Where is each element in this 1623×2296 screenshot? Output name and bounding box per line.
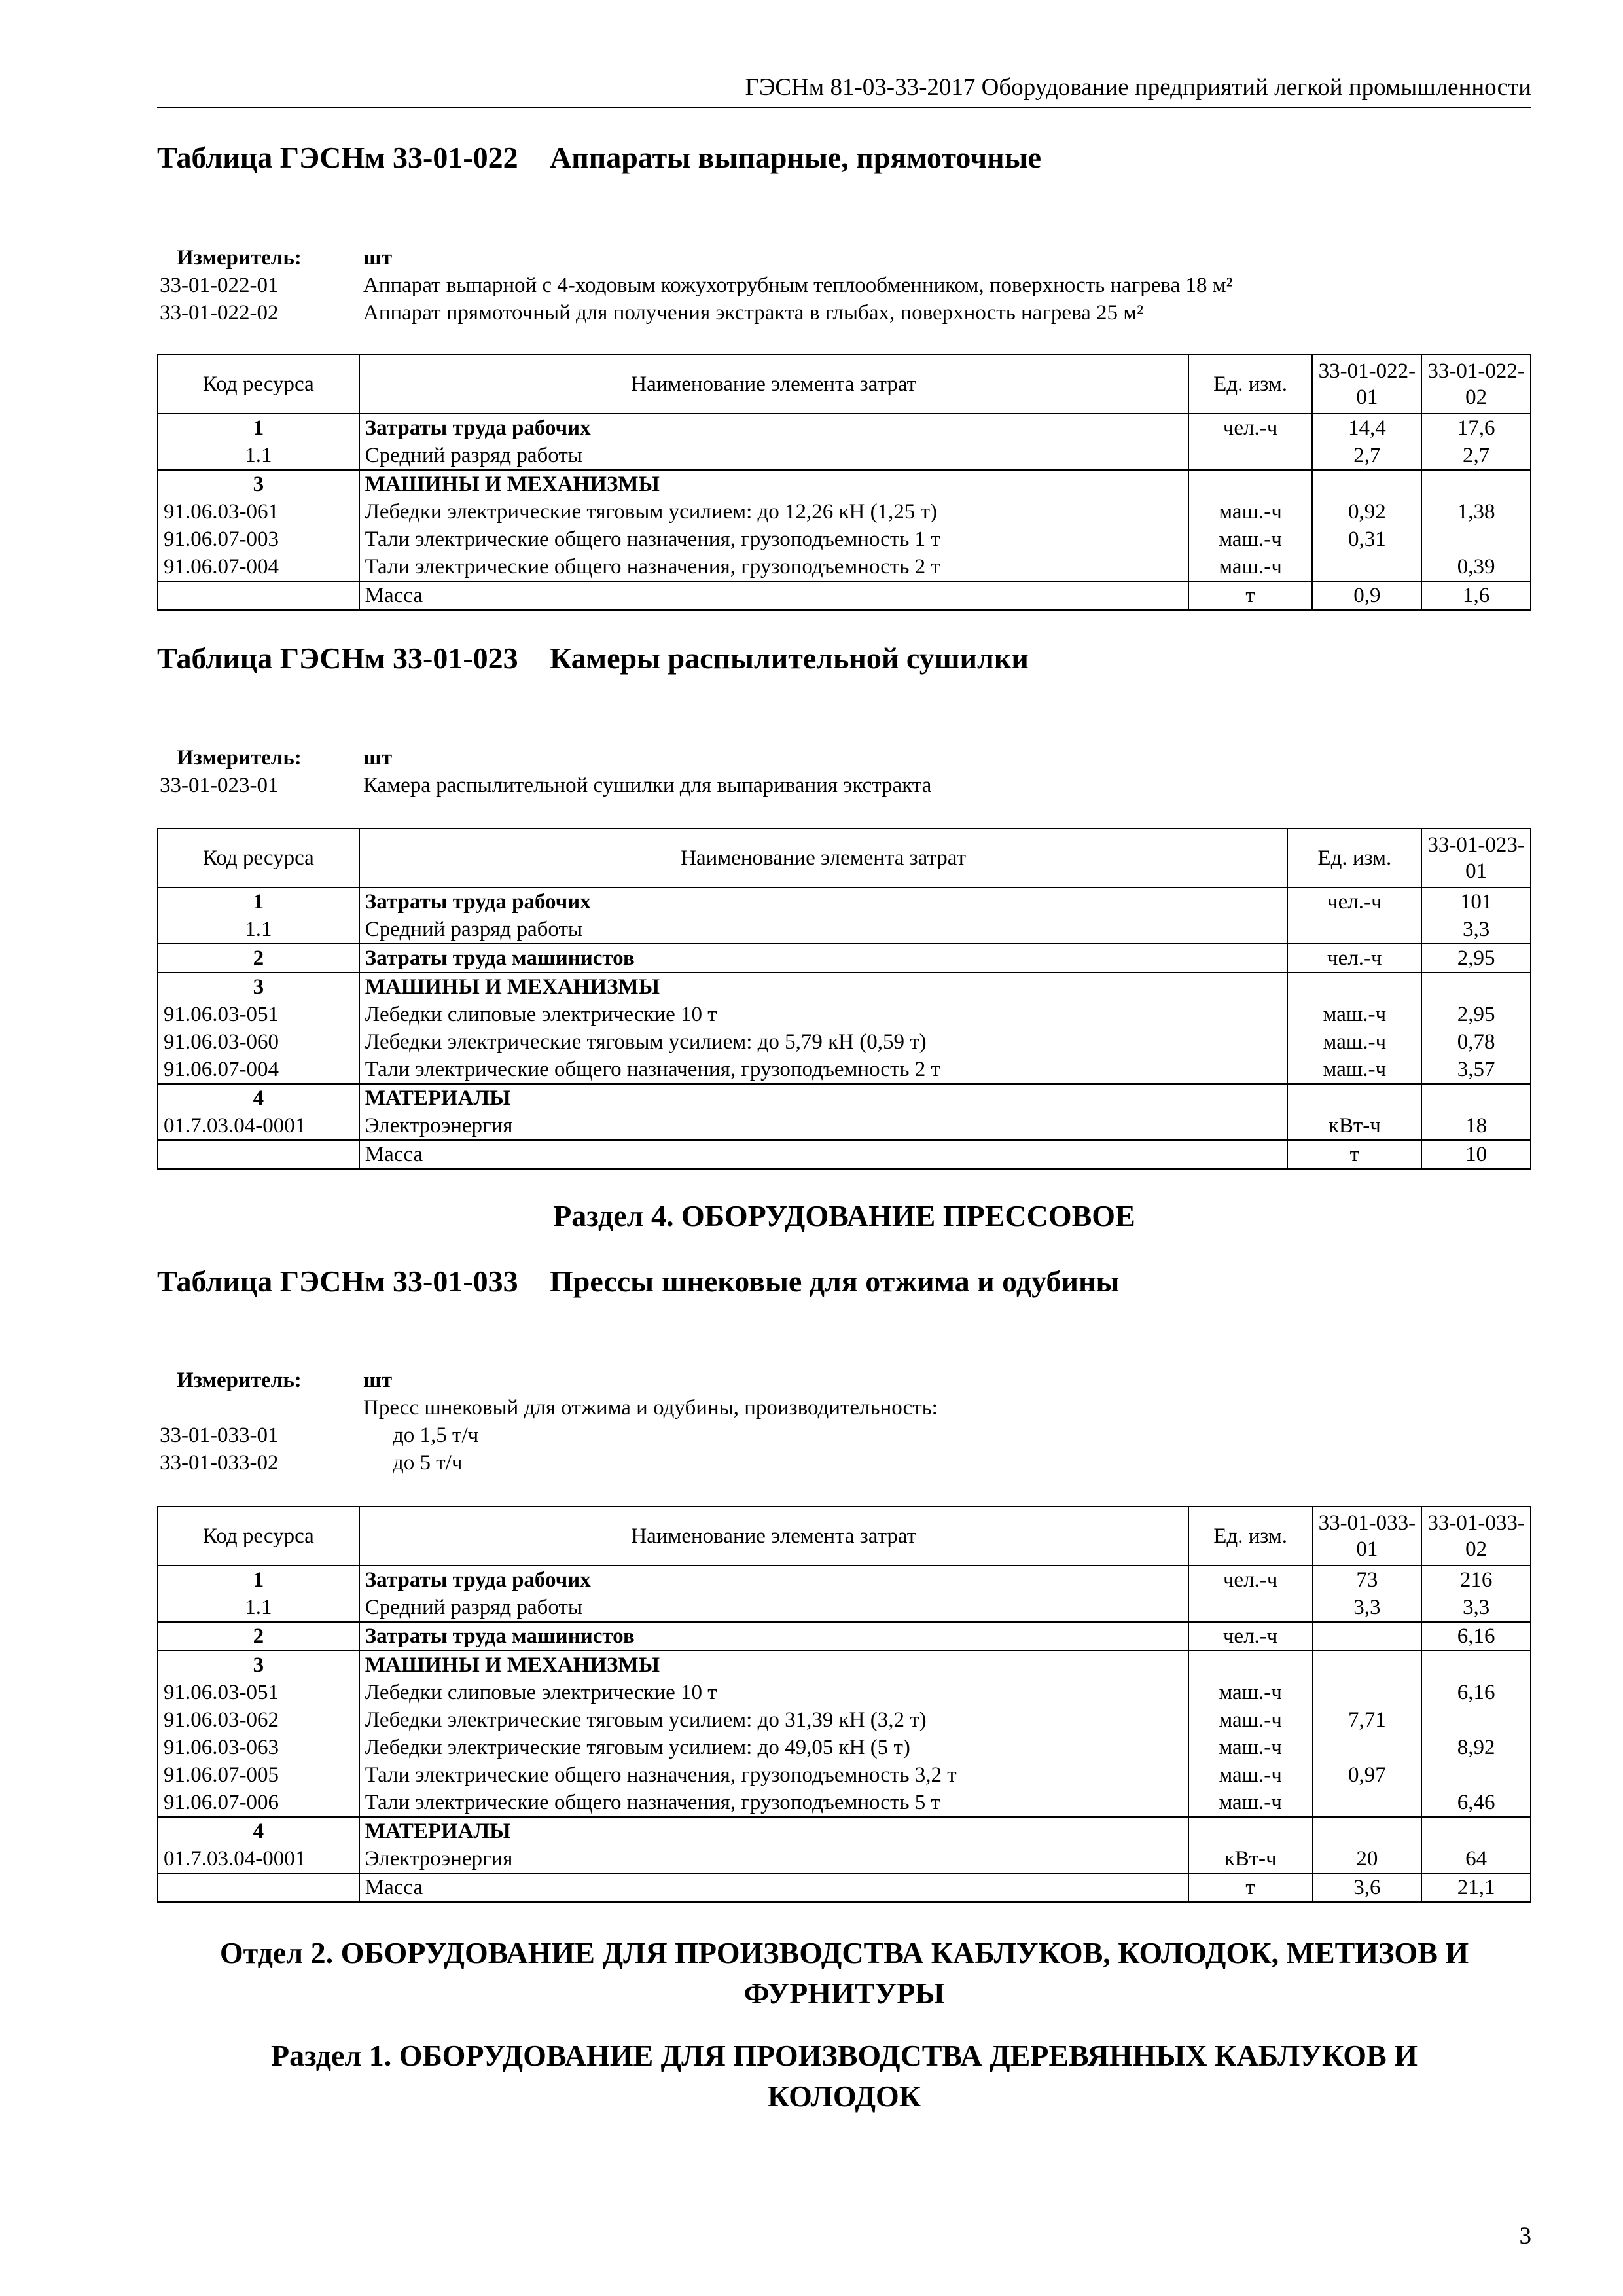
unit: маш.-ч: [1188, 498, 1313, 526]
unit: кВт-ч: [1287, 1112, 1421, 1140]
norm-value: [1313, 1679, 1422, 1706]
norm-value: [1421, 1706, 1531, 1734]
table-row: [158, 1817, 1531, 1845]
resource-code: 1: [158, 414, 359, 442]
cost-element-name: Лебедки электрические тяговым усилием: до 12,26 кН (1,25 т): [359, 498, 1188, 526]
norm-value: 17,6: [1421, 414, 1531, 442]
resource-code: 91.06.03-063: [158, 1734, 359, 1761]
resource-code: 2: [158, 1622, 359, 1651]
norm-value: 73: [1313, 1566, 1422, 1594]
cost-element-name: МАШИНЫ И МЕХАНИЗМЫ: [359, 973, 1288, 1001]
resource-code: 4: [158, 1817, 359, 1845]
col-header-value: 33-01-033-02: [1421, 1507, 1531, 1566]
cost-element-name: МАШИНЫ И МЕХАНИЗМЫ: [359, 470, 1188, 498]
resource-code: 1.1: [158, 442, 359, 470]
table-row: [158, 526, 1531, 553]
norm-value: [1421, 1817, 1531, 1845]
norm-value: 2,7: [1421, 442, 1531, 470]
norm-value: 0,39: [1421, 553, 1531, 581]
cost-element-name: Масса: [359, 1873, 1188, 1902]
table-row: [158, 442, 1531, 470]
table-row: [158, 1622, 1531, 1651]
table-row: [158, 1734, 1531, 1761]
table-row: [158, 1056, 1531, 1084]
meter-value: шт: [363, 1369, 393, 1392]
resource-code: 91.06.03-062: [158, 1706, 359, 1734]
table-row: [158, 1028, 1531, 1056]
unit: маш.-ч: [1188, 553, 1313, 581]
norm-value: 101: [1421, 888, 1531, 916]
norm-value: [1312, 470, 1421, 498]
resource-code: 1: [158, 888, 359, 916]
cost-element-name: Лебедки электрические тяговым усилием: до 49,05 кН (5 т): [359, 1734, 1188, 1761]
unit: т: [1188, 1873, 1313, 1902]
resource-code: 91.06.03-051: [158, 1001, 359, 1028]
header-row: [158, 1507, 1531, 1566]
table-title-code: Таблица ГЭСНм 33-01-033: [157, 1265, 518, 1298]
col-header-unit: Ед. изм.: [1188, 1507, 1313, 1566]
col-header-value: 33-01-022-01: [1312, 355, 1421, 414]
table-row: [158, 1001, 1531, 1028]
unit: [1188, 1817, 1313, 1845]
section-heading: Раздел 4. ОБОРУДОВАНИЕ ПРЕССОВОЕ: [553, 1199, 1135, 1232]
unit: маш.-ч: [1188, 1734, 1313, 1761]
col-header-name: Наименование элемента затрат: [359, 1507, 1188, 1566]
unit: чел.-ч: [1287, 944, 1421, 973]
resource-code: 91.06.07-004: [158, 553, 359, 581]
norm-value: [1421, 1761, 1531, 1789]
unit: [1287, 1084, 1421, 1112]
table-row: [158, 414, 1531, 442]
resource-code: [158, 1873, 359, 1902]
norm-value: 7,71: [1313, 1706, 1422, 1734]
item-text: Пресс шнековый для отжима и одубины, производительность:: [363, 1396, 938, 1420]
item-text: Аппарат прямоточный для получения экстракта в глыбах, поверхность нагрева 25 м²: [363, 301, 1144, 325]
table-title-name: Камеры распылительной сушилки: [550, 641, 1029, 675]
cost-element-name: Лебедки электрические тяговым усилием: до 31,39 кН (3,2 т): [359, 1706, 1188, 1734]
cost-element-name: Электроэнергия: [359, 1845, 1188, 1873]
norm-value: 6,16: [1421, 1679, 1531, 1706]
header-row: [158, 829, 1531, 888]
norm-value: 2,95: [1421, 944, 1531, 973]
unit: чел.-ч: [1188, 414, 1313, 442]
table-row: [158, 498, 1531, 526]
unit: т: [1188, 581, 1313, 610]
item-code: 33-01-022-01: [160, 274, 279, 297]
table-row: [158, 1873, 1531, 1902]
col-header-value: 33-01-033-01: [1313, 1507, 1422, 1566]
unit: чел.-ч: [1188, 1622, 1313, 1651]
col-header-unit: Ед. изм.: [1287, 829, 1421, 888]
cost-element-name: Тали электрические общего назначения, грузоподъемность 3,2 т: [359, 1761, 1188, 1789]
resource-code: 91.06.07-006: [158, 1789, 359, 1817]
item-code: 33-01-033-02: [160, 1451, 279, 1475]
unit: маш.-ч: [1188, 1761, 1313, 1789]
unit: маш.-ч: [1188, 1679, 1313, 1706]
department-heading: Отдел 2. ОБОРУДОВАНИЕ ДЛЯ ПРОИЗВОДСТВА КАБЛУКОВ, КОЛОДОК, МЕТИЗОВ И ФУРНИТУРЫ: [219, 1936, 1469, 2010]
table-row: [158, 1140, 1531, 1169]
norm-value: 0,92: [1312, 498, 1421, 526]
unit: маш.-ч: [1188, 526, 1313, 553]
cost-element-name: Затраты труда рабочих: [359, 888, 1288, 916]
norm-value: 2,7: [1312, 442, 1421, 470]
norm-value: 1,6: [1421, 581, 1531, 610]
unit: чел.-ч: [1287, 888, 1421, 916]
cost-element-name: МАТЕРИАЛЫ: [359, 1817, 1188, 1845]
unit: кВт-ч: [1188, 1845, 1313, 1873]
item-code: 33-01-033-01: [160, 1424, 279, 1447]
meter-value: шт: [363, 246, 393, 270]
item-text: до 5 т/ч: [393, 1451, 463, 1475]
table-row: [158, 916, 1531, 944]
table-row: [158, 1845, 1531, 1873]
col-header-code: Код ресурса: [158, 1507, 359, 1566]
item-text: Камера распылительной сушилки для выпаривания экстракта: [363, 774, 932, 797]
norm-value: 21,1: [1421, 1873, 1531, 1902]
meter-value: шт: [363, 746, 393, 770]
table-row: [158, 944, 1531, 973]
resource-code: 01.7.03.04-0001: [158, 1112, 359, 1140]
cost-element-name: Средний разряд работы: [359, 442, 1188, 470]
page-number: 3: [1519, 2223, 1531, 2250]
cost-element-name: Средний разряд работы: [359, 916, 1288, 944]
meter-label: Измеритель:: [177, 1369, 302, 1392]
item-text: Аппарат выпарной с 4-ходовым кожухотрубным теплообменником, поверхность нагрева 18 м²: [363, 274, 1233, 297]
norm-value: 3,6: [1313, 1873, 1422, 1902]
cost-element-name: МАТЕРИАЛЫ: [359, 1084, 1288, 1112]
norm-value: 10: [1421, 1140, 1531, 1169]
norm-value: 6,16: [1421, 1622, 1531, 1651]
unit: маш.-ч: [1188, 1706, 1313, 1734]
unit: [1188, 1594, 1313, 1622]
norm-value: [1313, 1789, 1422, 1817]
col-header-value: 33-01-022-02: [1421, 355, 1531, 414]
table-row: [158, 1084, 1531, 1112]
resource-code: 3: [158, 470, 359, 498]
norm-value: 0,97: [1313, 1761, 1422, 1789]
cost-element-name: Масса: [359, 581, 1188, 610]
unit: маш.-ч: [1287, 1001, 1421, 1028]
table-row: [158, 1706, 1531, 1734]
norm-value: [1312, 553, 1421, 581]
col-header-value: 33-01-023-01: [1421, 829, 1531, 888]
norm-value: [1421, 1084, 1531, 1112]
item-text: до 1,5 т/ч: [393, 1424, 479, 1447]
unit: маш.-ч: [1287, 1028, 1421, 1056]
norm-value: 0,31: [1312, 526, 1421, 553]
table-row: [158, 1112, 1531, 1140]
norm-value: 0,78: [1421, 1028, 1531, 1056]
norm-value: [1421, 973, 1531, 1001]
resource-code: 1.1: [158, 1594, 359, 1622]
resource-code: 91.06.03-051: [158, 1679, 359, 1706]
table-row: [158, 470, 1531, 498]
resource-code: 2: [158, 944, 359, 973]
norm-value: [1313, 1817, 1422, 1845]
running-header: ГЭСНм 81-03-33-2017 Оборудование предприятий легкой промышленности: [745, 74, 1531, 101]
resource-code: [158, 1140, 359, 1169]
unit: чел.-ч: [1188, 1566, 1313, 1594]
norm-value: 3,57: [1421, 1056, 1531, 1084]
norm-value: [1313, 1734, 1422, 1761]
cost-element-name: Тали электрические общего назначения, грузоподъемность 1 т: [359, 526, 1188, 553]
header-rule: [157, 107, 1531, 108]
norm-value: [1421, 1651, 1531, 1679]
unit: маш.-ч: [1188, 1789, 1313, 1817]
resource-code: 91.06.07-004: [158, 1056, 359, 1084]
col-header-name: Наименование элемента затрат: [359, 355, 1188, 414]
resource-code: 91.06.03-060: [158, 1028, 359, 1056]
meter-label: Измеритель:: [177, 746, 302, 770]
cost-element-name: Тали электрические общего назначения, грузоподъемность 2 т: [359, 1056, 1288, 1084]
norm-value: [1421, 526, 1531, 553]
table-row: [158, 973, 1531, 1001]
resource-code: [158, 581, 359, 610]
resource-code: 91.06.07-005: [158, 1761, 359, 1789]
col-header-code: Код ресурса: [158, 829, 359, 888]
item-code: 33-01-022-02: [160, 301, 279, 325]
table-row: [158, 1761, 1531, 1789]
norm-value: 1,38: [1421, 498, 1531, 526]
item-code: 33-01-023-01: [160, 774, 279, 797]
table-row: [158, 553, 1531, 581]
norms-table-033: [157, 1506, 1531, 1903]
meter-label: Измеритель:: [177, 246, 302, 270]
unit: [1188, 442, 1313, 470]
unit: [1287, 916, 1421, 944]
norm-value: 3,3: [1313, 1594, 1422, 1622]
table-row: [158, 581, 1531, 610]
cost-element-name: Затраты труда рабочих: [359, 414, 1188, 442]
table-title-name: Аппараты выпарные, прямоточные: [550, 141, 1041, 174]
norm-value: [1421, 470, 1531, 498]
norm-value: [1313, 1651, 1422, 1679]
table-row: [158, 888, 1531, 916]
section-heading: Раздел 1. ОБОРУДОВАНИЕ ДЛЯ ПРОИЗВОДСТВА ДЕРЕВЯННЫХ КАБЛУКОВ И КОЛОДОК: [271, 2039, 1418, 2113]
cost-element-name: Тали электрические общего назначения, грузоподъемность 5 т: [359, 1789, 1188, 1817]
norm-value: [1313, 1622, 1422, 1651]
resource-code: 3: [158, 1651, 359, 1679]
table-row: [158, 1679, 1531, 1706]
norm-value: 20: [1313, 1845, 1422, 1873]
table-row: [158, 1566, 1531, 1594]
cost-element-name: Масса: [359, 1140, 1288, 1169]
norm-value: 216: [1421, 1566, 1531, 1594]
norm-value: 0,9: [1312, 581, 1421, 610]
norms-table-023: [157, 828, 1531, 1170]
norm-value: 18: [1421, 1112, 1531, 1140]
unit: [1188, 470, 1313, 498]
norm-value: 8,92: [1421, 1734, 1531, 1761]
table-title-code: Таблица ГЭСНм 33-01-022: [157, 141, 518, 174]
col-header-unit: Ед. изм.: [1188, 355, 1313, 414]
resource-code: 4: [158, 1084, 359, 1112]
norm-value: 14,4: [1312, 414, 1421, 442]
resource-code: 1: [158, 1566, 359, 1594]
cost-element-name: Затраты труда машинистов: [359, 1622, 1188, 1651]
unit: [1287, 973, 1421, 1001]
table-row: [158, 1651, 1531, 1679]
resource-code: 91.06.03-061: [158, 498, 359, 526]
resource-code: 01.7.03.04-0001: [158, 1845, 359, 1873]
norm-value: 2,95: [1421, 1001, 1531, 1028]
table-row: [158, 1594, 1531, 1622]
table-title-name: Прессы шнековые для отжима и одубины: [550, 1265, 1120, 1298]
table-row: [158, 1789, 1531, 1817]
norms-table-022: [157, 354, 1531, 611]
cost-element-name: Затраты труда рабочих: [359, 1566, 1188, 1594]
table-title-code: Таблица ГЭСНм 33-01-023: [157, 641, 518, 675]
resource-code: 91.06.07-003: [158, 526, 359, 553]
cost-element-name: Лебедки электрические тяговым усилием: до 5,79 кН (0,59 т): [359, 1028, 1288, 1056]
col-header-code: Код ресурса: [158, 355, 359, 414]
cost-element-name: Лебедки слиповые электрические 10 т: [359, 1001, 1288, 1028]
header-row: [158, 355, 1531, 414]
unit: маш.-ч: [1287, 1056, 1421, 1084]
norm-value: 3,3: [1421, 916, 1531, 944]
cost-element-name: Лебедки слиповые электрические 10 т: [359, 1679, 1188, 1706]
unit: [1188, 1651, 1313, 1679]
cost-element-name: Затраты труда машинистов: [359, 944, 1288, 973]
cost-element-name: Средний разряд работы: [359, 1594, 1188, 1622]
unit: т: [1287, 1140, 1421, 1169]
norm-value: 3,3: [1421, 1594, 1531, 1622]
resource-code: 3: [158, 973, 359, 1001]
cost-element-name: Тали электрические общего назначения, грузоподъемность 2 т: [359, 553, 1188, 581]
cost-element-name: МАШИНЫ И МЕХАНИЗМЫ: [359, 1651, 1188, 1679]
norm-value: 64: [1421, 1845, 1531, 1873]
cost-element-name: Электроэнергия: [359, 1112, 1288, 1140]
resource-code: 1.1: [158, 916, 359, 944]
col-header-name: Наименование элемента затрат: [359, 829, 1288, 888]
norm-value: 6,46: [1421, 1789, 1531, 1817]
